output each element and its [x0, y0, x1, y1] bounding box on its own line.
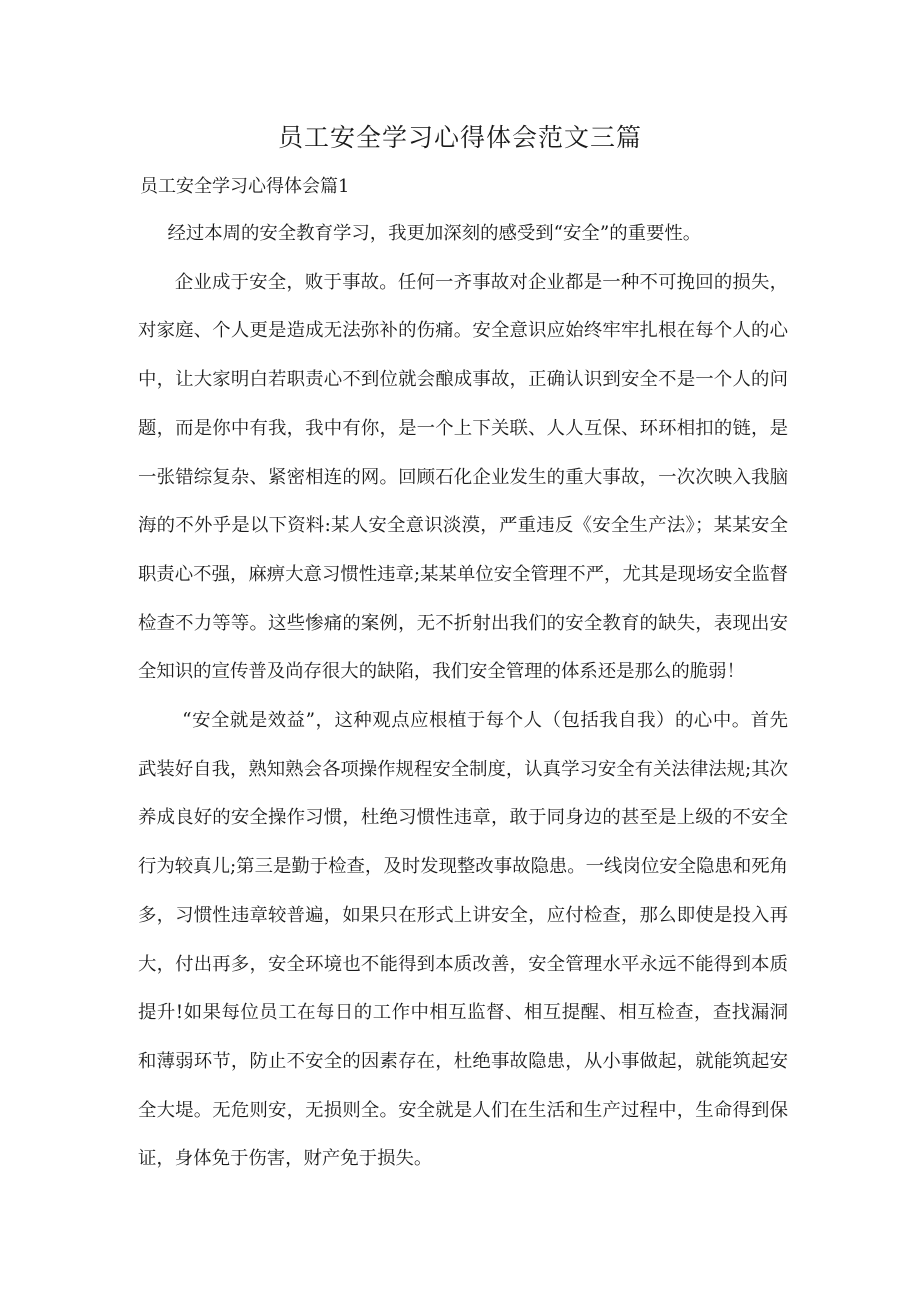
- document-title: 员工安全学习心得体会范文三篇: [277, 123, 642, 152]
- paragraph-1: 经过本周的安全教育学习，我更加深刻的感受到“安全”的重要性。: [167, 223, 702, 244]
- paragraph-2: 企业成于安全，败于事故。任何一齐事故对企业都是一种不可挽回的损失，对家庭、个人更是造成无法弥补的伤痛。安全意识应始终牢牢扎根在每个人的心中，让大家明白若职责心不到位就会酿成事故，正确认识到安全不是一个人的问题，而是你中有我，我中有你，是一个上下关联、人人互保、环环相扣的链，是一张错综复杂、紧密相连的网。回顾石化企业发生的重大事故，一次次映入我脑海的不外乎是以下资料:某人安全意识淡漠，严重违反《安全生产法》；某某安全职责心不强，麻痹大意习惯性违章;某某单位安全管理不严，尤其是现场安全监督检查不力等等。这些惨痛的案例，无不折射出我们的安全教育的缺失，表现出安全知识的宣传普及尚存很大的缺陷，我们安全管理的体系还是那么的脆弱！: [138, 271, 788, 683]
- document-body: [138, 210, 788, 1184]
- section-heading: 员工安全学习心得体会篇1: [140, 176, 350, 197]
- paragraph-3: “安全就是效益”，这种观点应根植于每个人（包括我自我）的心中。首先武装好自我，熟知熟会各项操作规程安全制度，认真学习安全有关法律法规;其次养成良好的安全操作习惯，杜绝习惯性违章，敢于同身边的甚至是上级的不安全行为较真儿;第三是勤于检查，及时发现整改事故隐患。一线岗位安全隐患和死角多，习惯性违章较普遍，如果只在形式上讲安全，应付检查，那么即使是投入再大，付出再多，安全环境也不能得到本质改善，安全管理水平永远不能得到本质提升!如果每位员工在每日的工作中相互监督、相互提醒、相互检查，查找漏洞和薄弱环节，防止不安全的因素存在，杜绝事故隐患，从小事做起，就能筑起安全大堤。无危则安，无损则全。安全就是人们在生活和生产过程中，生命得到保证，身体免于伤害，财产免于损失。: [138, 710, 788, 1170]
